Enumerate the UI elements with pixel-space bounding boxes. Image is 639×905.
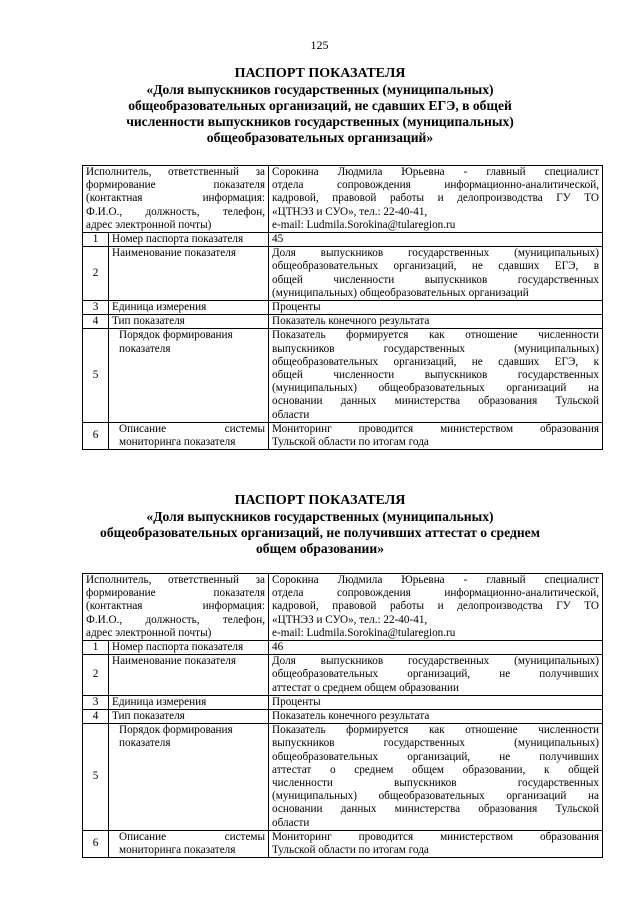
row-value [269,422,603,449]
row-label-line: мониторинга показателя [119,844,236,857]
passport-2-table [82,573,603,858]
executor-row [83,574,603,641]
row-value-line: Тульской области по итогам года [272,844,429,857]
passport-2-title [60,493,580,557]
row-value-line: Тульской области по итогам года [272,436,429,449]
executor-label [83,574,269,641]
row-label [109,641,269,655]
passport-2-title-line: «Доля выпускников государственных (муниципальных) [146,509,494,524]
row-value-line: 46 [272,641,284,654]
table-row [83,233,603,247]
row-value-line: Показатель формируется как отношение численности [272,724,600,737]
row-label [109,315,269,329]
row-value [269,724,603,831]
row-value [269,655,603,696]
row-label-line: Описание системы [119,830,266,843]
row-value-line: Показатель формируется как отношение численности [272,329,600,342]
row-value [269,641,603,655]
row-label-line: Порядок формирования [119,329,233,342]
row-value-line: выпускников государственных (муниципальных) [272,342,600,355]
row-label-line: показателя [119,737,171,750]
executor-value [269,574,603,641]
executor-label-line: адрес электронной почты) [86,626,212,639]
passport-1-title-line: «Доля выпускников государственных (муниципальных) [146,82,494,97]
row-label-line: Тип показателя [112,315,185,328]
executor-value-line: e-mail: Ludmila.Sorokina@tularegion.ru [272,218,456,231]
executor-label [83,166,269,233]
row-value-line: основании данных министерства образования Тульской [272,803,600,816]
table-row [83,641,603,655]
row-label-line: показателя [119,342,171,355]
row-value-line: Мониторинг проводится министерством образования [272,422,600,435]
table-row [83,315,603,329]
row-value-line: общеобразовательных организаций, не получивших [272,668,600,681]
row-number: 4 [83,315,109,329]
row-label-line: мониторинга показателя [119,436,236,449]
table-row [83,247,603,301]
executor-value-line: отдела сопровождения информационно-аналитической, [272,587,600,600]
passport-2-title-line: общеобразовательных организаций, не получивших аттестат о среднем [100,525,540,540]
row-value-line: (муниципальных) общеобразовательных организаций [272,286,529,299]
passport-1-title [60,66,580,146]
row-label [109,710,269,724]
row-number: 3 [83,695,109,709]
row-number: 6 [83,830,109,857]
passport-2-title-line: общем образовании» [256,541,384,556]
row-number: 3 [83,301,109,315]
passport-1-title-line: общеобразовательных организаций, не сдавших ЕГЭ, в общей [128,98,512,113]
row-value-line: Проценты [272,301,321,314]
row-value-line: аттестат о среднем общем образовании, к общей [272,763,600,776]
executor-value-line: «ЦТНЭЗ и СУО», тел.: 22-40-41, [272,205,428,218]
row-label [109,724,269,831]
row-value-line: Проценты [272,695,321,708]
row-value-line: (муниципальных) общеобразовательных организаций на [272,790,600,803]
row-value-line: (муниципальных) общеобразовательных организаций на [272,382,600,395]
row-label [109,233,269,247]
executor-label-line: (контактная информация: [86,192,266,205]
row-value-line: численности выпускников государственных [272,777,600,790]
executor-value-line: Сорокина Людмила Юрьевна - главный специалист [272,574,600,586]
row-label-line: Описание системы [119,422,266,435]
executor-label-line: адрес электронной почты) [86,218,212,231]
row-label [109,695,269,709]
row-label [109,422,269,449]
row-value-line: общей численности выпускников государственных [272,369,600,382]
row-label [109,301,269,315]
table-row [83,422,603,449]
table-row [83,329,603,422]
row-value-line: общеобразовательных организаций, не сдавших ЕГЭ, к [272,355,600,368]
executor-value-line: отдела сопровождения информационно-аналитической, [272,179,600,192]
row-number: 5 [83,329,109,422]
row-label-line: Тип показателя [112,710,185,723]
executor-label-line: формирование показателя [86,179,266,192]
table-row [83,830,603,857]
row-number: 1 [83,233,109,247]
row-number: 4 [83,710,109,724]
row-value [269,233,603,247]
row-number: 1 [83,641,109,655]
row-value-line: Мониторинг проводится министерством образования [272,830,600,843]
table-row [83,695,603,709]
row-label-line: Номер паспорта показателя [112,641,244,654]
row-value-line: Показатель конечного результата [272,710,430,723]
row-value [269,247,603,301]
row-label-line: Единица измерения [112,301,207,314]
executor-value [269,166,603,233]
row-value-line: области [272,816,310,829]
row-value-line: 45 [272,233,284,246]
passport-1-title-line: численности выпускников государственных (муниципальных) [126,114,514,129]
row-label [109,247,269,301]
executor-label-line: формирование показателя [86,587,266,600]
executor-label-line: Исполнитель, ответственный за [86,574,266,586]
table-row [83,301,603,315]
row-value-line: Доля выпускников государственных (муниципальных) [272,655,600,668]
row-value [269,301,603,315]
row-value [269,710,603,724]
row-label-line: Единица измерения [112,695,207,708]
row-value [269,329,603,422]
row-label [109,830,269,857]
row-label-line: Номер паспорта показателя [112,233,244,246]
table-row [83,655,603,696]
page-number: 125 [310,38,329,52]
row-value-line: Показатель конечного результата [272,315,430,328]
row-number: 2 [83,247,109,301]
executor-label-line: Исполнитель, ответственный за [86,166,266,178]
row-value [269,315,603,329]
row-label-line: Наименование показателя [112,655,236,668]
executor-label-line: Ф.И.О., должность, телефон, [86,613,266,626]
executor-value-line: кадровой, правовой работы и делопроизводства ГУ ТО [272,600,600,613]
executor-value-line: «ЦТНЭЗ и СУО», тел.: 22-40-41, [272,613,428,626]
row-number: 5 [83,724,109,831]
passport-1-title-line: общеобразовательных организаций» [206,130,434,145]
row-value-line: общеобразовательных организаций, не получивших [272,750,600,763]
row-value [269,830,603,857]
row-label [109,655,269,696]
table-row [83,724,603,831]
row-value-line: области [272,408,310,421]
row-value-line: выпускников государственных (муниципальных) [272,737,600,750]
row-label [109,329,269,422]
row-value-line: общей численности выпускников государственных [272,273,600,286]
executor-label-line: Ф.И.О., должность, телефон, [86,205,266,218]
passport-1-table [82,165,603,450]
passport-1-heading: ПАСПОРТ ПОКАЗАТЕЛЯ [234,66,406,81]
row-value-line: основании данных министерства образования Тульской [272,395,600,408]
executor-value-line: кадровой, правовой работы и делопроизводства ГУ ТО [272,192,600,205]
row-value-line: общеобразовательных организаций, не сдавших ЕГЭ, в [272,260,600,273]
row-number: 2 [83,655,109,696]
row-number: 6 [83,422,109,449]
table-row [83,710,603,724]
row-label-line: Порядок формирования [119,724,233,737]
executor-label-line: (контактная информация: [86,600,266,613]
row-value-line: Доля выпускников государственных (муниципальных) [272,247,600,260]
passport-2-heading: ПАСПОРТ ПОКАЗАТЕЛЯ [234,493,406,508]
executor-value-line: e-mail: Ludmila.Sorokina@tularegion.ru [272,626,456,639]
row-value [269,695,603,709]
row-value-line: аттестат о среднем общем образовании [272,681,459,694]
executor-row [83,166,603,233]
executor-value-line: Сорокина Людмила Юрьевна - главный специалист [272,166,600,178]
row-label-line: Наименование показателя [112,247,236,260]
